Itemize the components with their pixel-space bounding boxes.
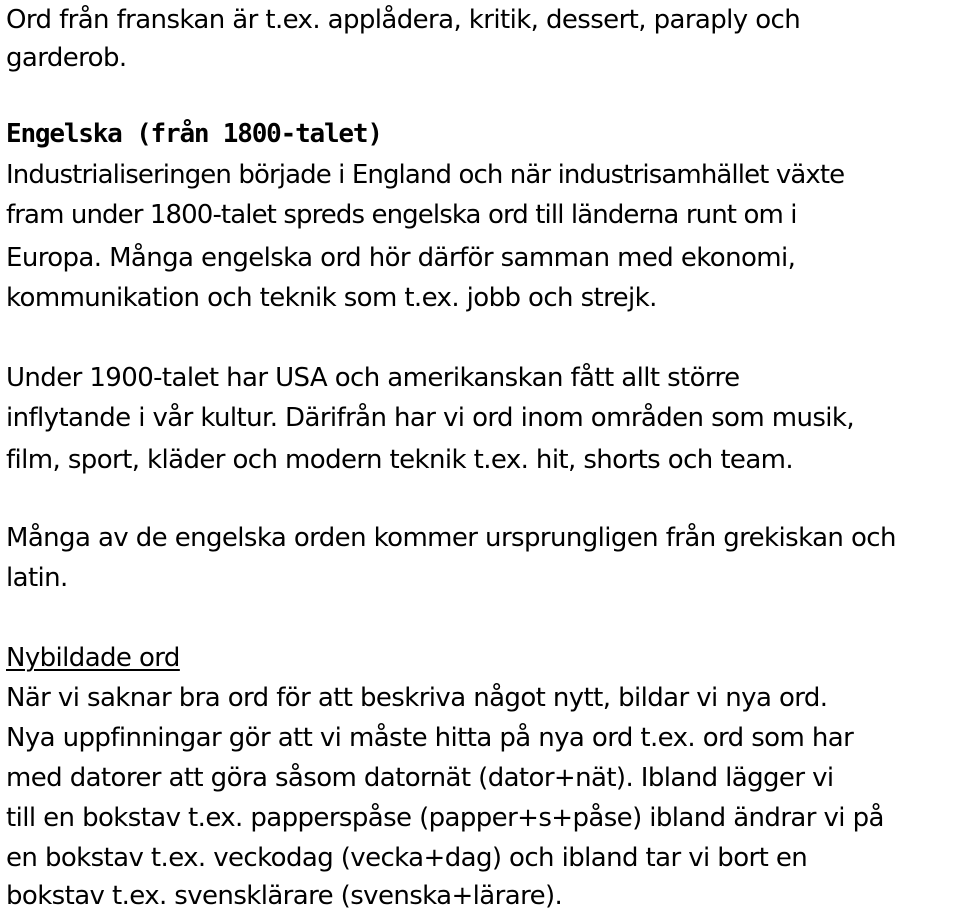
intro-line-1: Ord från franskan är t.ex. applådera, kritik, dessert, paraply och [6, 5, 801, 35]
english-p2-line-1: Under 1900-talet har USA och amerikanskan fått allt större [6, 363, 740, 393]
section-heading-new-words: Nybildade ord [6, 643, 180, 673]
new-words-line-4: till en bokstav t.ex. papperspåse (papper+s+påse) ibland ändrar vi på [6, 803, 884, 833]
english-p3-line-1: Många av de engelska orden kommer ursprungligen från grekiskan och [6, 523, 896, 553]
english-p1-line-4: kommunikation och teknik som t.ex. jobb och strejk. [6, 283, 657, 313]
english-p2-line-3: film, sport, kläder och modern teknik t.ex. hit, shorts och team. [6, 445, 794, 475]
new-words-line-6: bokstav t.ex. svensklärare (svenska+lärare). [6, 881, 563, 911]
english-p1-line-2: fram under 1800-talet spreds engelska ord till länderna runt om i [6, 200, 797, 230]
new-words-line-1: När vi saknar bra ord för att beskriva något nytt, bildar vi nya ord. [6, 683, 828, 713]
new-words-line-5: en bokstav t.ex. veckodag (vecka+dag) och ibland tar vi bort en [6, 843, 808, 873]
english-p2-line-2: inflytande i vår kultur. Därifrån har vi ord inom områden som musik, [6, 403, 855, 433]
new-words-line-2: Nya uppfinningar gör att vi måste hitta på nya ord t.ex. ord som har [6, 723, 854, 753]
english-p3-line-2: latin. [6, 563, 68, 593]
section-heading-english: Engelska (från 1800-talet) [6, 119, 382, 149]
english-p1-line-3: Europa. Många engelska ord hör därför samman med ekonomi, [6, 243, 796, 273]
intro-line-2: garderob. [6, 43, 127, 73]
english-p1-line-1: Industrialiseringen började i England och när industrisamhället växte [6, 160, 845, 190]
new-words-line-3: med datorer att göra såsom datornät (dator+nät). Ibland lägger vi [6, 763, 834, 793]
